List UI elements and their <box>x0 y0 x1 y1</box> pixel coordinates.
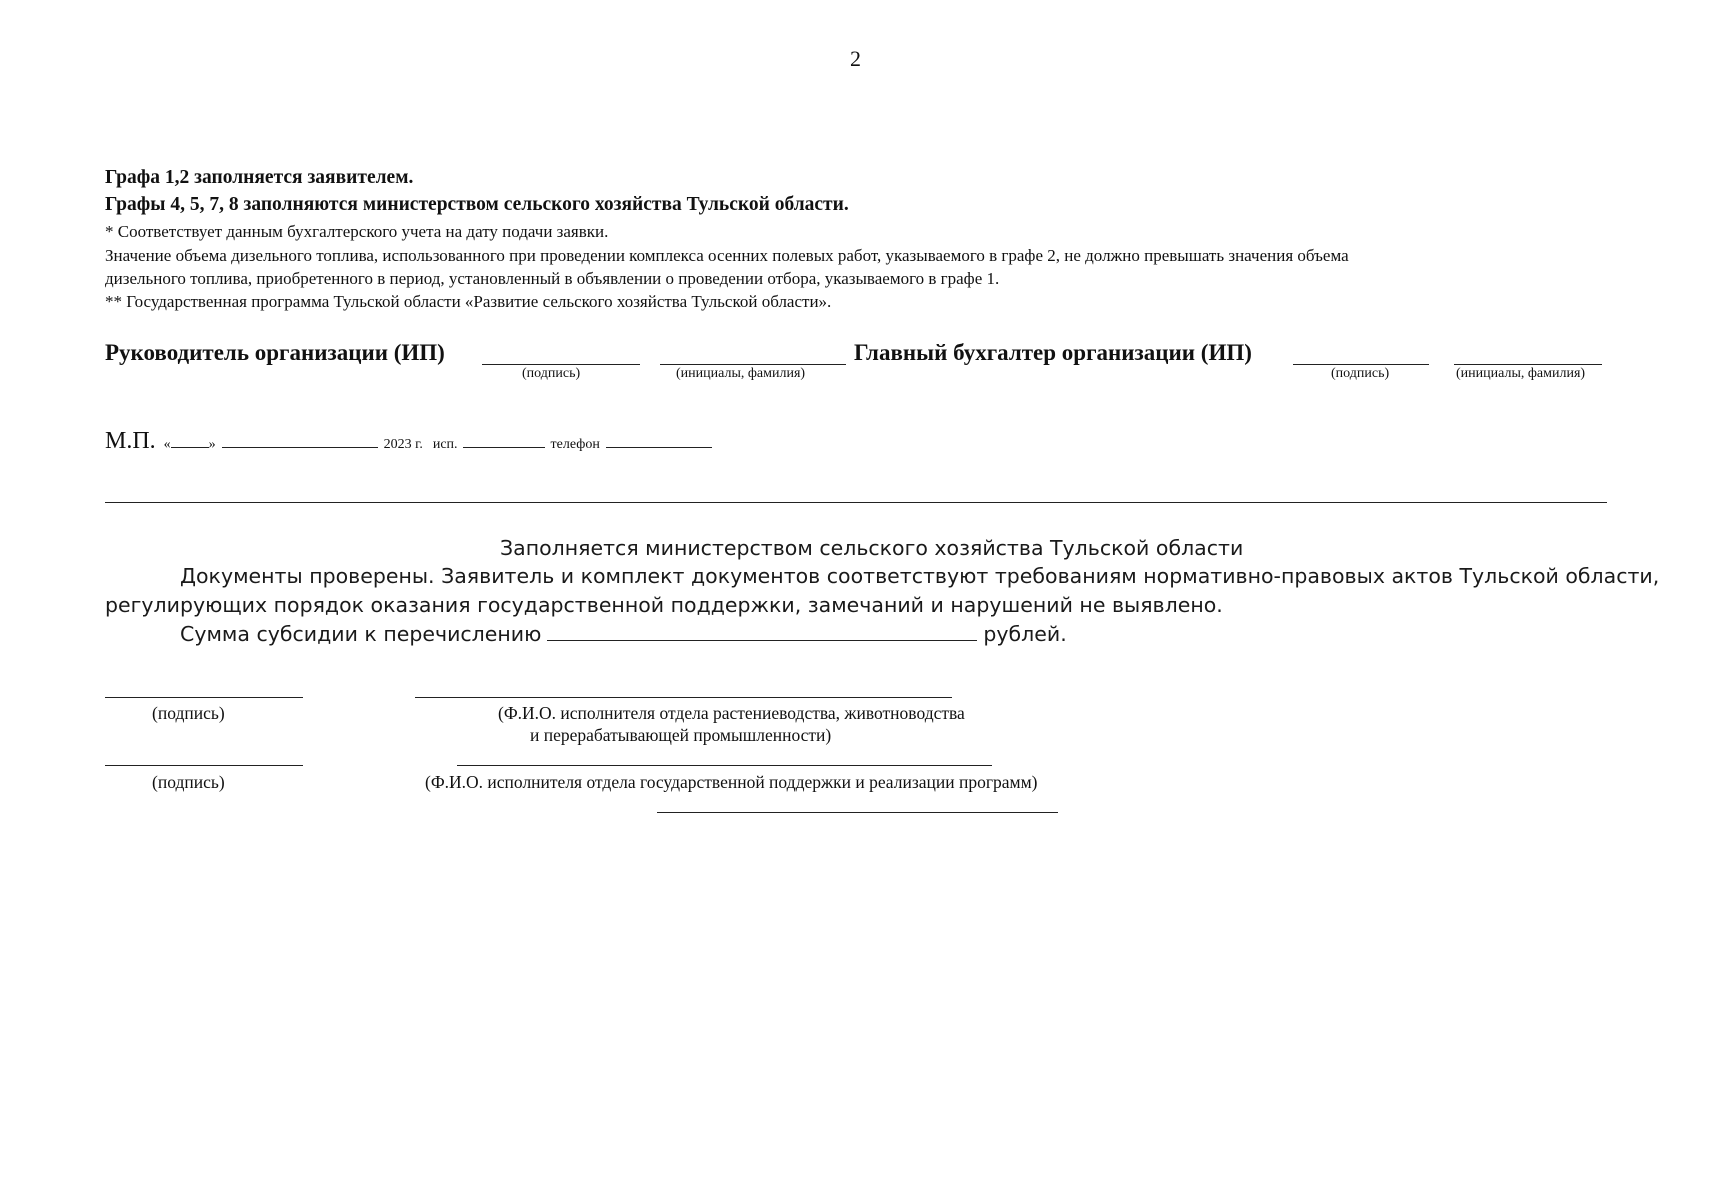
year-text: 2023 г. <box>383 437 423 452</box>
subsidy-amount-row <box>180 622 1067 646</box>
section-divider <box>105 502 1607 503</box>
executor-field[interactable] <box>463 447 545 448</box>
executor1-caption-line-1: (Ф.И.О. исполнителя отдела растениеводства, животноводства <box>498 703 965 723</box>
executor2-signature-caption: (подпись) <box>152 772 225 792</box>
executor1-signature-caption: (подпись) <box>152 703 225 723</box>
footnote-accounting: * Соответствует данным бухгалтерского учета на дату подачи заявки. <box>105 222 609 241</box>
stamp-date-row <box>105 428 712 455</box>
head-name-caption: (инициалы, фамилия) <box>676 366 806 381</box>
subsidy-amount-label: Сумма субсидии к перечислению <box>180 622 542 646</box>
executor1-signature-line[interactable] <box>105 697 303 698</box>
executor2-signature-line[interactable] <box>105 765 303 766</box>
quote-close: » <box>208 437 216 452</box>
chief-accountant-label: Главный бухгалтер организации (ИП) <box>854 340 1252 365</box>
executor2-caption: (Ф.И.О. исполнителя отдела государственной поддержки и реализации программ) <box>425 772 1038 792</box>
executor-label: исп. <box>432 437 458 452</box>
phone-field[interactable] <box>606 447 712 448</box>
ministry-paragraph-line-1: Документы проверены. Заявитель и комплект документов соответствуют требованиям нормативно-правовых актов Тульской области, <box>180 564 1660 588</box>
ministry-section-title: Заполняется министерством сельского хозяйства Тульской области <box>500 536 1244 560</box>
subsidy-amount-unit: рублей. <box>983 622 1067 646</box>
executor2-name-line[interactable] <box>457 765 992 766</box>
phone-label: телефон <box>550 437 600 452</box>
value-note-line-2: дизельного топлива, приобретенного в период, установленный в объявлении о проведении отбора, указываемого в графе 1. <box>105 269 1000 288</box>
accountant-name-line[interactable] <box>1454 364 1602 365</box>
value-note-line-1: Значение объема дизельного топлива, использованного при проведении комплекса осенних полевых работ, указываемого в графе 2, не должно превышать значения объема <box>105 246 1349 265</box>
ministry-paragraph-line-2: регулирующих порядок оказания государственной поддержки, замечаний и нарушений не выявлено. <box>105 593 1223 617</box>
month-field[interactable] <box>222 447 378 448</box>
executor2-extra-line <box>657 812 1058 813</box>
head-signature-caption: (подпись) <box>522 366 581 381</box>
footnote-program: ** Государственная программа Тульской области «Развитие сельского хозяйства Тульской области». <box>105 292 832 311</box>
accountant-signature-caption: (подпись) <box>1331 366 1390 381</box>
head-of-organization-label: Руководитель организации (ИП) <box>105 340 445 365</box>
stamp-label: М.П. <box>105 428 156 454</box>
page-number: 2 <box>850 46 861 71</box>
note-column-applicant: Графа 1,2 заполняется заявителем. <box>105 167 414 188</box>
accountant-signature-line[interactable] <box>1293 364 1429 365</box>
subsidy-amount-field[interactable] <box>547 640 977 641</box>
note-column-ministry: Графы 4, 5, 7, 8 заполняются министерством сельского хозяйства Тульской области. <box>105 194 849 215</box>
executor1-caption-line-2: и перерабатывающей промышленности) <box>530 725 832 745</box>
head-signature-line[interactable] <box>482 364 640 365</box>
head-name-line[interactable] <box>660 364 846 365</box>
quote-open: « <box>163 437 171 452</box>
accountant-name-caption: (инициалы, фамилия) <box>1456 366 1586 381</box>
executor1-name-line[interactable] <box>415 697 952 698</box>
day-field[interactable] <box>171 447 209 448</box>
